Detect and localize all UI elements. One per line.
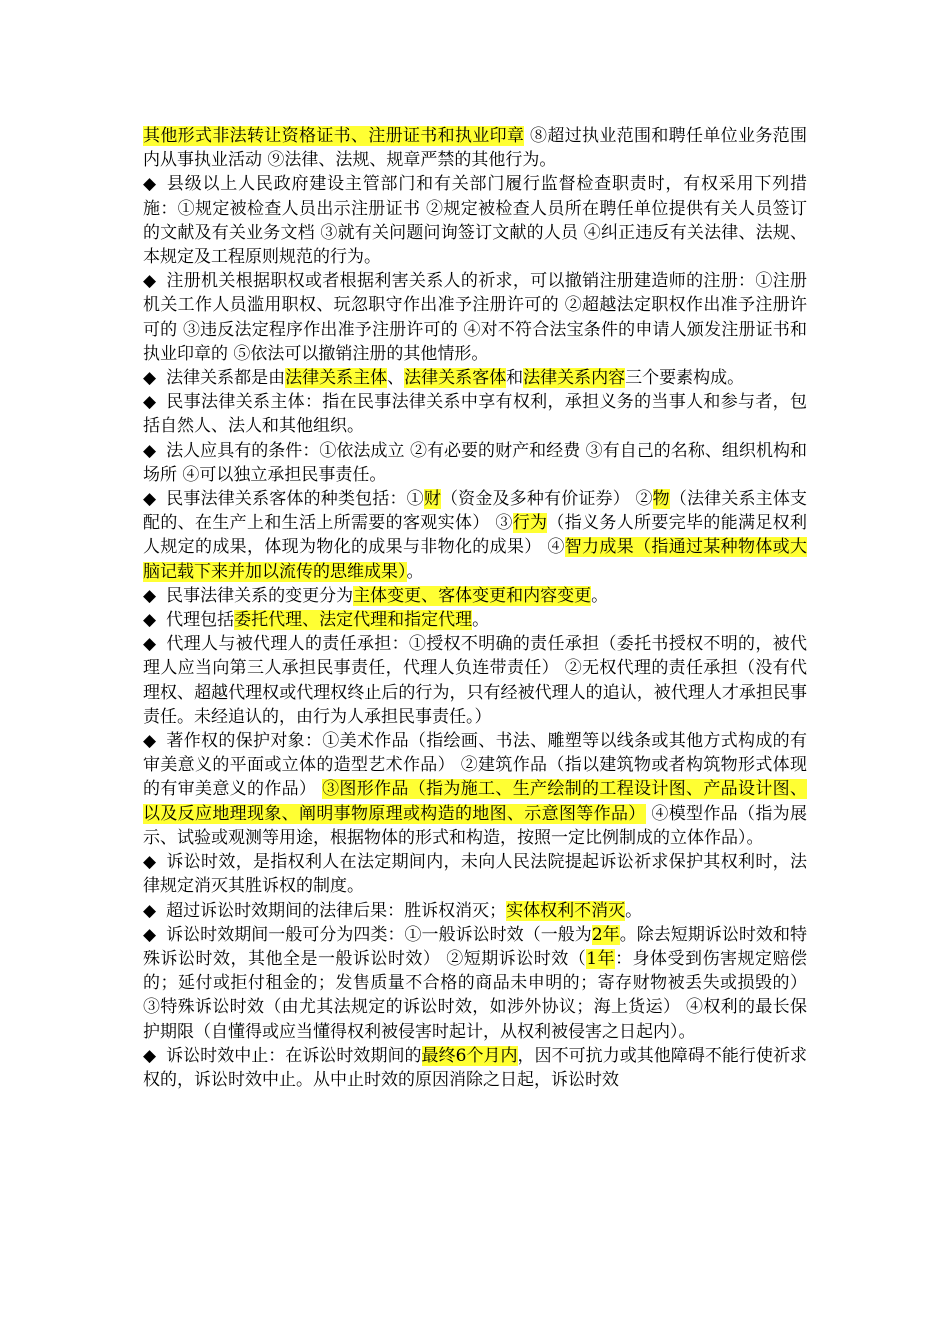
text-segment: 。 bbox=[406, 561, 424, 582]
text-segment: （资金及多种有价证券） ② bbox=[441, 489, 653, 510]
highlighted-text: 其他形式非法转让资格证书、注册证书和执业印章 bbox=[143, 126, 525, 146]
paragraph bbox=[143, 899, 807, 923]
paragraph bbox=[143, 1044, 807, 1092]
text-segment: 。除去短期诉讼时效和特殊诉讼时效，其他全是一般诉讼时效） ②短期诉讼时效（ bbox=[143, 924, 807, 969]
highlighted-text: 2年 bbox=[591, 924, 620, 945]
highlighted-text: ③图形作品（指为施工、生产绘制的工程设计图、产品设计图、以及反应地理现象、阐明事物原理或构造的地图、示意图等作品） bbox=[143, 779, 808, 824]
bullet-icon: ◆ bbox=[143, 392, 157, 413]
paragraph bbox=[143, 124, 807, 172]
paragraph bbox=[143, 439, 807, 487]
text-segment: 诉讼时效期间一般可分为四类：①一般诉讼时效（一般为 bbox=[166, 924, 592, 945]
paragraph bbox=[143, 923, 807, 1044]
bullet-icon: ◆ bbox=[143, 900, 157, 921]
paragraph bbox=[143, 632, 807, 729]
text-segment: 超过诉讼时效期间的法律后果：胜诉权消灭； bbox=[166, 900, 507, 921]
highlighted-text: 行为 bbox=[512, 513, 548, 534]
text-segment: ，因不可抗力或其他障碍不能行使祈求权的，诉讼时效中止。从中止时效的原因消除之日起，诉讼时效 bbox=[143, 1045, 808, 1090]
text-segment: 民事法律关系的变更分为 bbox=[166, 585, 354, 606]
bullet-icon: ◆ bbox=[143, 634, 157, 655]
text-segment: 。 bbox=[591, 585, 609, 606]
bullet-icon: ◆ bbox=[143, 924, 157, 945]
text-segment: 代理包括 bbox=[166, 610, 235, 631]
text-segment: （指义务人所要完毕的能满足权利人规定的成果，体现为物化的成果与非物化的成果） ④ bbox=[143, 513, 808, 558]
text-segment: 民事法律关系主体：指在民事法律关系中享有权利，承担义务的当事人和参与者，包括自然人、法人和其他组织。 bbox=[143, 392, 808, 437]
paragraph-list bbox=[143, 124, 807, 1092]
bullet-icon: ◆ bbox=[143, 489, 157, 510]
highlighted-text: 委托代理、法定代理和指定代理 bbox=[234, 610, 473, 631]
paragraph bbox=[143, 390, 807, 438]
paragraph bbox=[143, 729, 807, 850]
text-segment: 和 bbox=[506, 368, 524, 389]
text-segment: 著作权的保护对象：①美术作品（指绘画、书法、雕塑等以线条或其他方式构成的有审美意义的平面或立体的造型艺术作品） ②建筑作品（指以建筑物或者构筑物形式体现的有审美意义的作品） bbox=[143, 731, 808, 800]
text-segment: 三个要素构成。 bbox=[625, 368, 745, 389]
text-segment: 。 bbox=[625, 900, 643, 921]
bullet-icon: ◆ bbox=[143, 852, 157, 873]
text-segment: 、 bbox=[387, 368, 405, 389]
bullet-icon: ◆ bbox=[143, 440, 157, 461]
highlighted-text: 物 bbox=[652, 489, 670, 510]
highlighted-text: 智力成果（指通过某种物体或大脑记载下来并加以流传的思维成果） bbox=[143, 537, 808, 582]
bullet-icon: ◆ bbox=[143, 610, 157, 631]
text-segment: 诉讼时效，是指权利人在法定期间内，未向人民法院提起诉讼祈求保护其权利时，法律规定消灭其胜诉权的制度。 bbox=[143, 852, 808, 897]
highlighted-text: 财 bbox=[423, 489, 441, 510]
text-segment: 县级以上人民政府建设主管部门和有关部门履行监督检查职责时，有权采用下列措施：①规定被检查人员出示注册证书 ②规定被检查人员所在聘任单位提供有关人员签订的文献及有关业务文档 ③就有关问题问询签订文献的人员 ④纠正违反有关法律、法规、本规定及工程原则规范的行为。 bbox=[143, 174, 808, 268]
text-segment: ④模型作品（指为展示、试验或观测等用途，根据物体的形式和构造，按照一定比例制成的立体作品）。 bbox=[143, 803, 808, 848]
text-segment: 。 bbox=[472, 610, 490, 631]
text-segment: ：身体受到伤害规定赔偿的；延付或拒付租金的；发售质量不合格的商品未申明的；寄存财物被丢失或损毁的） ③特殊诉讼时效（由尤其法规定的诉讼时效，如涉外协议；海上货运） ④权利的最长保护期限（自懂得或应当懂得权利被侵害时起计，从权利被侵害之日起内）。 bbox=[143, 948, 808, 1042]
text-segment: 注册机关根据职权或者根据利害关系人的祈求，可以撤销注册建造师的注册：①注册机关工作人员滥用职权、玩忽职守作出准予注册许可的 ②超越法定职权作出准予注册许可的 ③违反法定程序作出准予注册许可的 ④对不符合法宝条件的申请人颁发注册证书和执业印章的 ⑤依法可以撤销注册的其他情形。 bbox=[143, 271, 808, 364]
text-segment: 诉讼时效中止：在诉讼时效期间的 bbox=[166, 1045, 422, 1066]
paragraph bbox=[143, 366, 807, 390]
bullet-icon: ◆ bbox=[143, 585, 157, 606]
bullet-icon: ◆ bbox=[143, 271, 157, 292]
paragraph bbox=[143, 608, 807, 632]
bullet-icon: ◆ bbox=[143, 368, 157, 389]
bullet-icon: ◆ bbox=[143, 731, 157, 752]
paragraph bbox=[143, 172, 807, 269]
paragraph bbox=[143, 269, 807, 366]
text-segment: 法律关系都是由 bbox=[166, 368, 286, 389]
highlighted-text: 1年 bbox=[586, 948, 616, 969]
paragraph bbox=[143, 584, 807, 608]
paragraph bbox=[143, 850, 807, 898]
text-segment: 法人应具有的条件：①依法成立 ②有必要的财产和经费 ③有自己的名称、组织机构和场所 ④可以独立承担民事责任。 bbox=[143, 440, 807, 485]
text-segment: 民事法律关系客体的种类包括：① bbox=[166, 489, 424, 510]
highlighted-text: 法律关系客体 bbox=[404, 368, 507, 389]
highlighted-text: 法律关系内容 bbox=[523, 368, 626, 389]
text-segment: ⑧超过执业范围和聘任单位业务范围内从事执业活动 ⑨法律、法规、规章严禁的其他行为。 bbox=[143, 126, 808, 171]
text-segment: （法律关系主体支配的、在生产上和生活上所需要的客观实体） ③ bbox=[143, 489, 808, 534]
text-segment: 代理人与被代理人的责任承担：①授权不明确的责任承担（委托书授权不明的，被代理人应当向第三人承担民事责任，代理人负连带责任） ②无权代理的责任承担（没有代理权、超越代理权或代理权终止后的行为，只有经被代理人的追认，被代理人才承担民事责任。未经追认的，由行为人承担民事责任。） bbox=[143, 634, 808, 727]
highlighted-text: 法律关系主体 bbox=[285, 368, 388, 389]
paragraph bbox=[143, 487, 807, 584]
highlighted-text: 主体变更、客体变更和内容变更 bbox=[353, 585, 592, 606]
document-page bbox=[143, 124, 807, 1092]
bullet-icon: ◆ bbox=[143, 1045, 157, 1066]
highlighted-text: 最终6个月内 bbox=[421, 1045, 518, 1066]
bullet-icon: ◆ bbox=[143, 174, 157, 195]
highlighted-text: 实体权利不消灭 bbox=[506, 900, 626, 921]
